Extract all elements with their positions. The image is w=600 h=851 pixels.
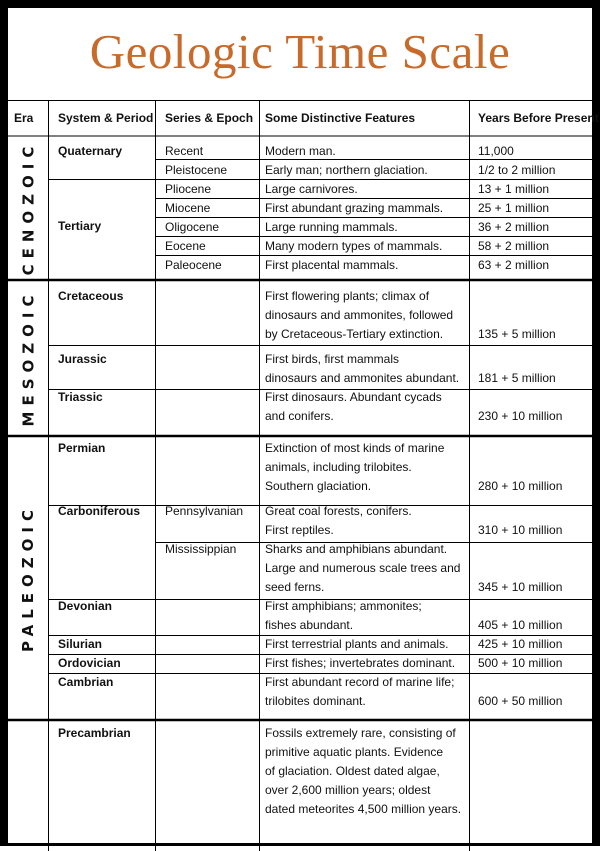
period-cambrian: Cambrian — [58, 675, 114, 689]
years-jurassic: 181 + 5 million — [478, 371, 556, 385]
feature-precambrian-line-5: dated meteorites 4,500 million years. — [265, 802, 462, 816]
period-cretaceous: Cretaceous — [58, 289, 124, 303]
feature-precambrian-line-2: primitive aquatic plants. Evidence — [265, 745, 444, 759]
feature-eocene: Many modern types of mammals. — [265, 239, 443, 253]
feature-cambrian-line-2: trilobites dominant. — [265, 694, 366, 708]
period-silurian: Silurian — [58, 637, 103, 651]
era-cenozoic-label: CENOZOIC — [19, 140, 37, 276]
header-era: Era — [14, 111, 34, 125]
years-devonian: 405 + 10 million — [478, 618, 563, 632]
feature-cambrian-line-1: First abundant record of marine life; — [265, 675, 455, 689]
epoch-pliocene: Pliocene — [165, 182, 212, 196]
feature-miocene: First abundant grazing mammals. — [265, 201, 444, 215]
feature-pleistocene: Early man; northern glaciation. — [265, 163, 428, 177]
period-precambrian: Precambrian — [58, 726, 131, 740]
header-system-period: System & Period — [58, 111, 154, 125]
feature-triassic-line-2: and conifers. — [265, 409, 334, 423]
feature-mississippian-line-3: seed ferns. — [265, 580, 325, 594]
epoch-pleistocene: Pleistocene — [165, 163, 228, 177]
years-pliocene: 13 + 1 million — [478, 182, 550, 196]
years-cretaceous: 135 + 5 million — [478, 327, 556, 341]
feature-oligocene: Large running mammals. — [265, 220, 398, 234]
feature-recent: Modern man. — [265, 144, 336, 158]
years-oligocene: 36 + 2 million — [478, 220, 550, 234]
years-permian: 280 + 10 million — [478, 479, 563, 493]
years-cambrian: 600 + 50 million — [478, 694, 563, 708]
period-carboniferous: Carboniferous — [58, 504, 141, 518]
era-mesozoic — [8, 280, 48, 436]
years-paleocene: 63 + 2 million — [478, 258, 550, 272]
feature-mississippian-line-2: Large and numerous scale trees and — [265, 561, 461, 575]
years-recent: 11,000 — [478, 144, 514, 158]
epoch-mississippian: Mississippian — [165, 542, 237, 556]
years-silurian: 425 + 10 million — [478, 637, 563, 651]
years-ordovician: 500 + 10 million — [478, 656, 563, 670]
epoch-paleocene: Paleocene — [165, 258, 222, 272]
era-cenozoic — [8, 136, 48, 280]
feature-pliocene: Large carnivores. — [265, 182, 358, 196]
epoch-miocene: Miocene — [165, 201, 211, 215]
page-title: Geologic Time Scale — [89, 24, 511, 79]
years-pleistocene: 1/2 to 2 million — [478, 163, 556, 177]
feature-devonian-line-1: First amphibians; ammonites; — [265, 599, 422, 613]
feature-paleocene: First placental mammals. — [265, 258, 399, 272]
feature-cretaceous-line-1: First flowering plants; climax of — [265, 289, 430, 303]
years-miocene: 25 + 1 million — [478, 201, 550, 215]
feature-permian-line-3: Southern glaciation. — [265, 479, 372, 493]
feature-permian-line-2: animals, including trilobites. — [265, 460, 412, 474]
era-paleozoic-label: PALEOZOIC — [19, 504, 37, 652]
epoch-oligocene: Oligocene — [165, 220, 220, 234]
period-triassic: Triassic — [58, 390, 103, 404]
years-mississippian: 345 + 10 million — [478, 580, 563, 594]
feature-precambrian-line-1: Fossils extremely rare, consisting of — [265, 726, 456, 740]
feature-triassic-line-1: First dinosaurs. Abundant cycads — [265, 390, 442, 404]
feature-precambrian-line-4: over 2,600 million years; oldest — [265, 783, 431, 797]
years-triassic: 230 + 10 million — [478, 409, 563, 423]
feature-ordovician: First fishes; invertebrates dominant. — [265, 656, 456, 670]
feature-pennsylvanian-line-1: Great coal forests, conifers. — [265, 504, 412, 518]
feature-cretaceous-line-2: dinosaurs and ammonites, followed — [265, 308, 454, 322]
era-paleozoic — [8, 436, 48, 720]
period-permian: Permian — [58, 441, 106, 455]
header-features: Some Distinctive Features — [265, 111, 416, 125]
era-mesozoic-label: MESOZOIC — [19, 289, 38, 427]
feature-cretaceous-line-3: by Cretaceous-Tertiary extinction. — [265, 327, 444, 341]
feature-permian-line-1: Extinction of most kinds of marine — [265, 441, 445, 455]
period-devonian: Devonian — [58, 599, 113, 613]
period-jurassic: Jurassic — [58, 352, 107, 366]
feature-silurian: First terrestrial plants and animals. — [265, 637, 449, 651]
period-quaternary: Quaternary — [58, 144, 123, 158]
header-years: Years Before Present — [478, 111, 599, 125]
years-pennsylvanian: 310 + 10 million — [478, 523, 563, 537]
epoch-recent: Recent — [165, 144, 204, 158]
years-eocene: 58 + 2 million — [478, 239, 550, 253]
period-tertiary: Tertiary — [58, 219, 102, 233]
feature-precambrian-line-3: of glaciation. Oldest dated algae, — [265, 764, 440, 778]
epoch-pennsylvanian: Pennsylvanian — [165, 504, 244, 518]
feature-pennsylvanian-line-2: First reptiles. — [265, 523, 334, 537]
feature-devonian-line-2: fishes abundant. — [265, 618, 354, 632]
epoch-eocene: Eocene — [165, 239, 206, 253]
period-ordovician: Ordovician — [58, 656, 121, 670]
geologic-time-table — [8, 100, 599, 851]
feature-jurassic-line-1: First birds, first mammals — [265, 352, 400, 366]
header-series-epoch: Series & Epoch — [165, 111, 254, 125]
feature-jurassic-line-2: dinosaurs and ammonites abundant. — [265, 371, 460, 385]
feature-mississippian-line-1: Sharks and amphibians abundant. — [265, 542, 448, 556]
